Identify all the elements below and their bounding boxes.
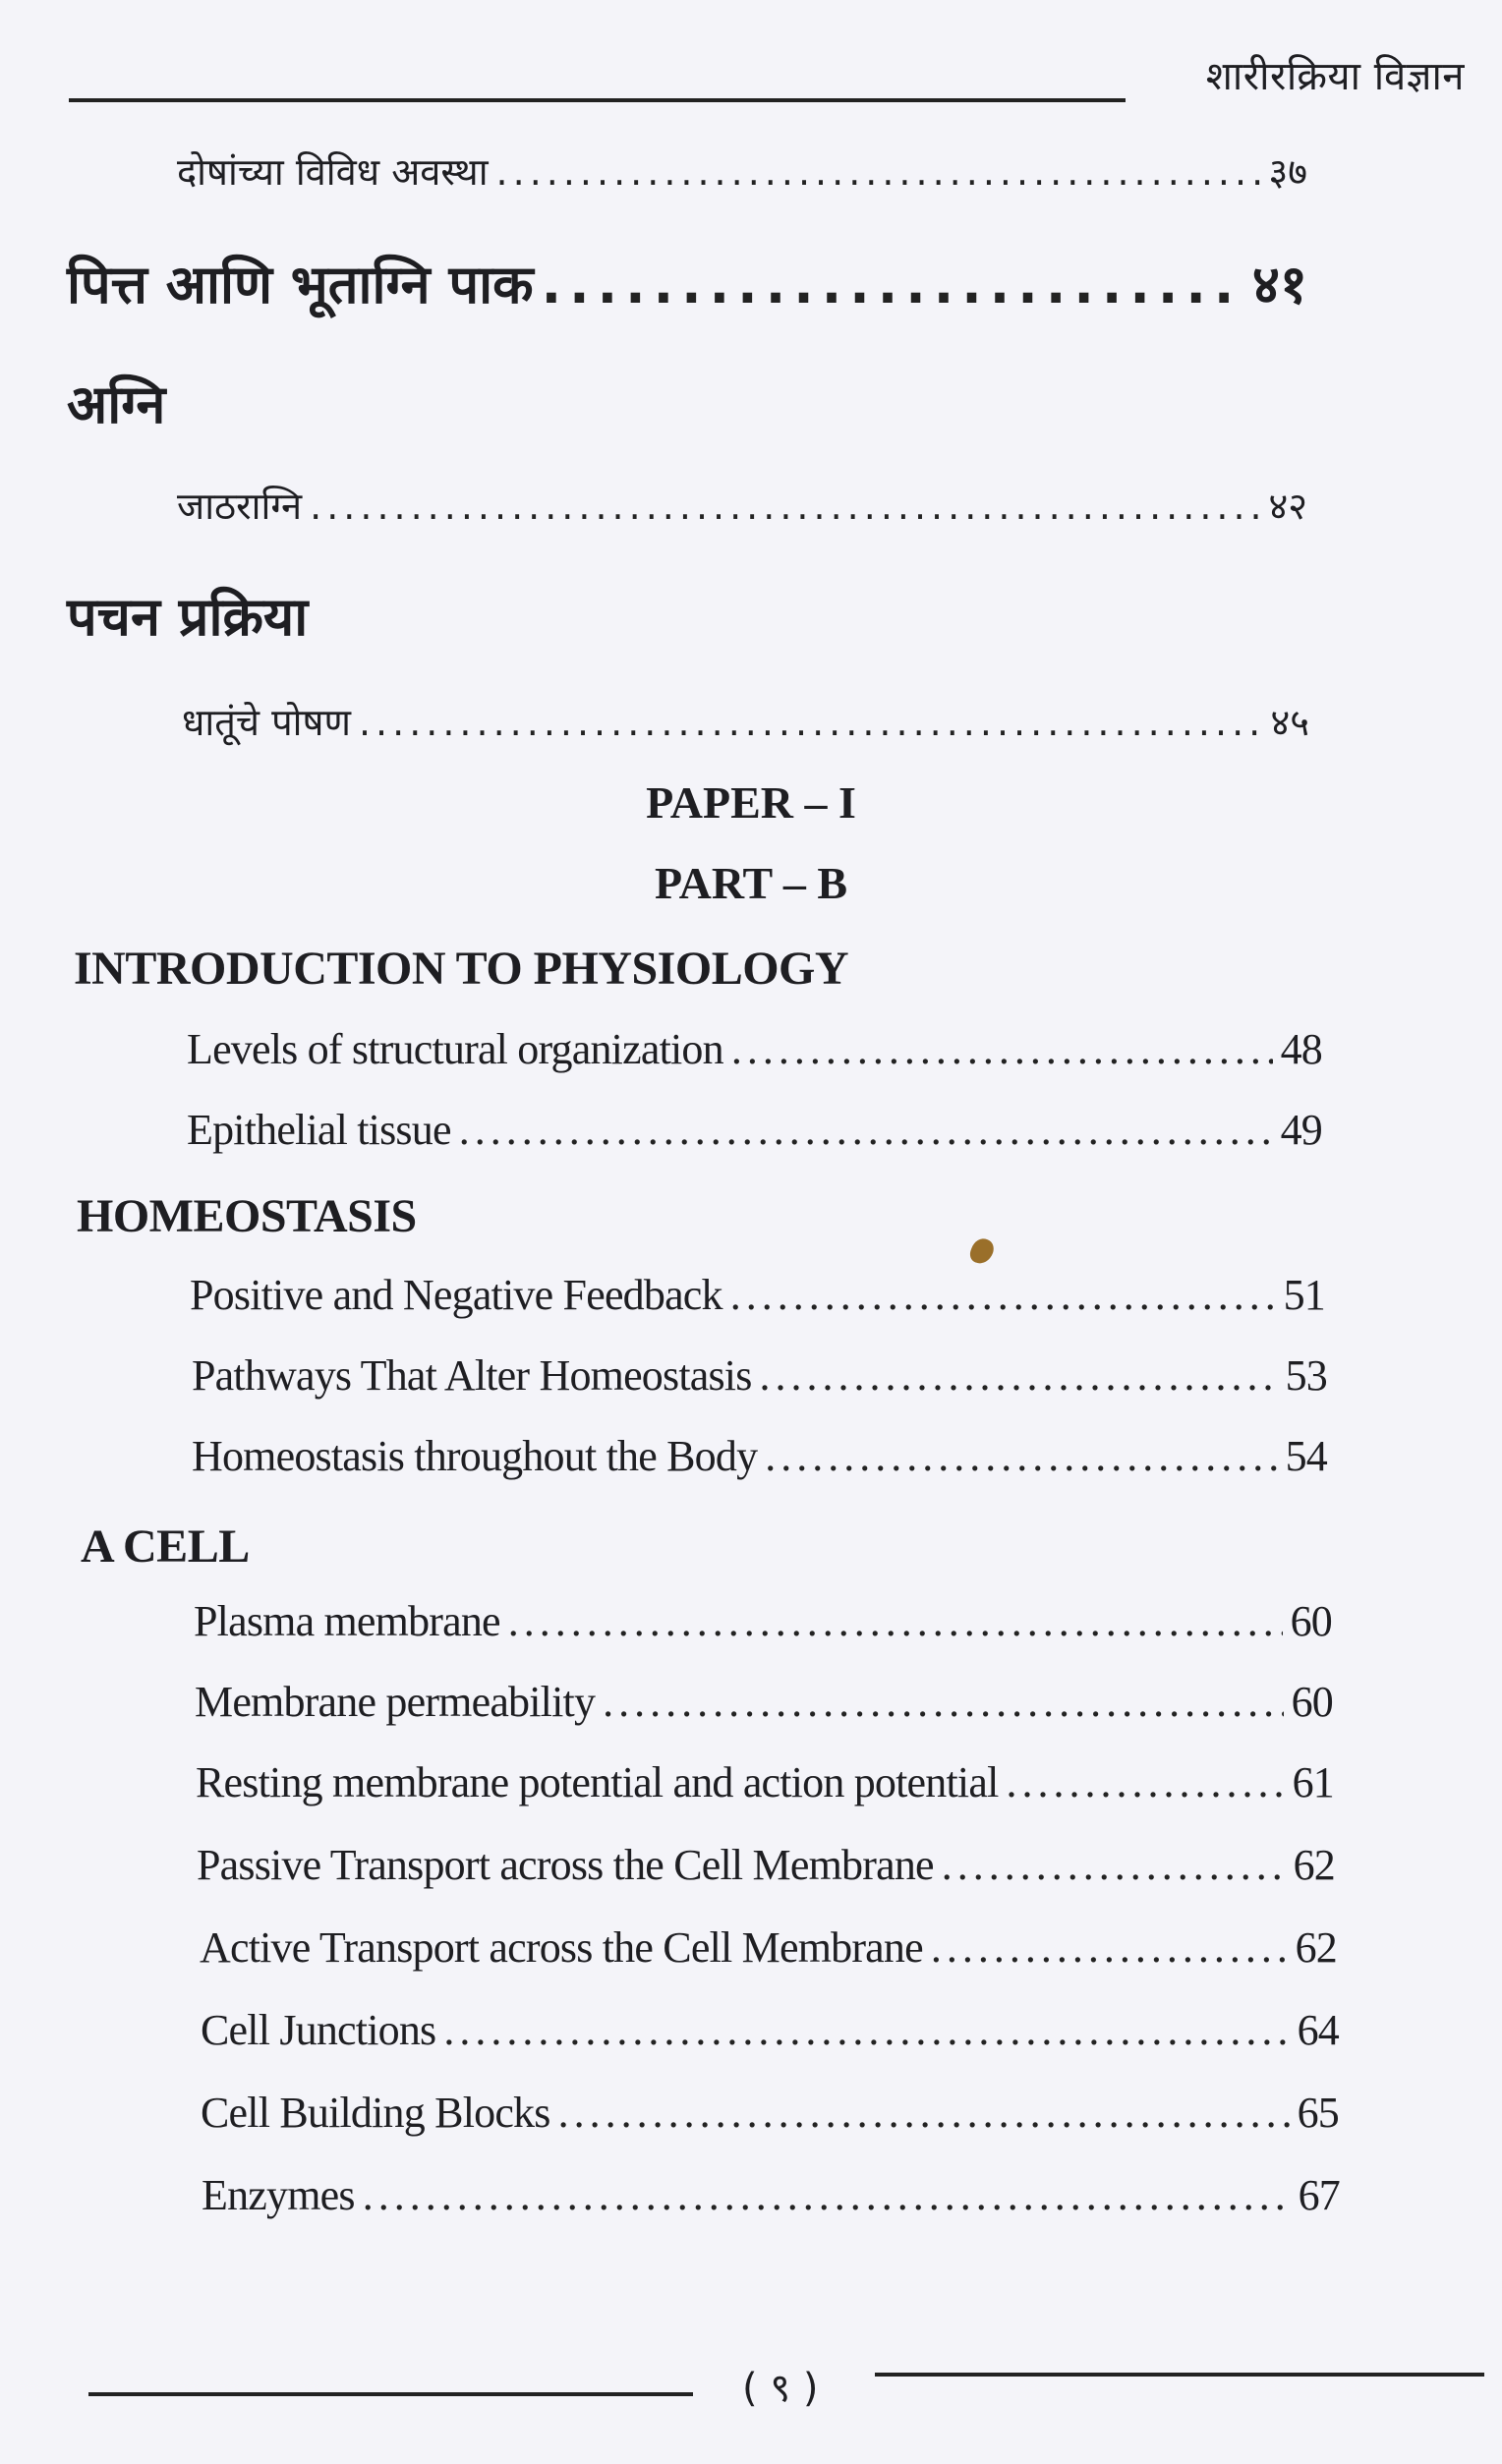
toc-entry-page: 62 <box>1293 1841 1335 1889</box>
dot-leader <box>731 1024 1273 1074</box>
toc-entry-title: Homeostasis throughout the Body <box>192 1432 758 1480</box>
dot-leader <box>359 701 1263 744</box>
dot-leader <box>310 485 1260 528</box>
toc-entry-page: 60 <box>1291 1678 1333 1726</box>
toc-entry-page: 64 <box>1297 2006 1339 2054</box>
toc-chapter-entry[interactable] <box>67 246 1307 318</box>
section-heading: A CELL <box>81 1520 250 1573</box>
toc-entry-title: Positive and Negative Feedback <box>190 1271 722 1319</box>
toc-entry-page: 54 <box>1285 1432 1327 1480</box>
dot-leader <box>1007 1757 1285 1807</box>
dot-leader <box>363 2170 1291 2220</box>
toc-entry-title: Cell Junctions <box>201 2006 436 2054</box>
toc-entry-page: ४२ <box>1268 485 1307 528</box>
section-heading: पचन प्रक्रिया <box>67 586 309 648</box>
toc-entry-title: Active Transport across the Cell Membrane <box>200 1923 923 1972</box>
toc-entry[interactable] <box>200 1922 1337 1973</box>
toc-entry-title: Cell Building Blocks <box>201 2089 550 2137</box>
toc-entry[interactable] <box>201 2005 1339 2055</box>
toc-entry-page: 48 <box>1280 1025 1322 1073</box>
dot-leader <box>496 150 1261 194</box>
toc-entry[interactable] <box>177 145 1307 197</box>
running-header <box>69 47 1465 106</box>
toc-entry-title: Epithelial tissue <box>187 1106 451 1154</box>
dot-leader <box>459 1105 1273 1155</box>
page-footer <box>88 2359 1484 2418</box>
running-header-title: शारीरक्रिया विज्ञान <box>1205 54 1465 99</box>
toc-entry-page: ४५ <box>1270 701 1309 744</box>
toc-entry[interactable] <box>197 1840 1335 1890</box>
toc-chapter-title: पित्त आणि भूताग्नि पाक <box>67 254 534 315</box>
dot-leader <box>443 2005 1289 2055</box>
toc-entry[interactable] <box>192 1350 1327 1401</box>
toc-entry-page: 67 <box>1298 2171 1340 2219</box>
toc-entry[interactable] <box>190 1270 1325 1320</box>
section-heading: INTRODUCTION TO PHYSIOLOGY <box>74 943 849 995</box>
toc-entry-page: 60 <box>1290 1597 1332 1645</box>
section-heading: अग्नि <box>67 373 166 435</box>
toc-entry-title: जाठराग्नि <box>177 485 303 528</box>
toc-entry-title: Enzymes <box>202 2171 355 2219</box>
header-rule <box>69 98 1126 102</box>
toc-chapter-page: ४१ <box>1251 254 1307 315</box>
toc-entry[interactable] <box>192 1431 1327 1481</box>
toc-entry[interactable] <box>196 1757 1334 1807</box>
paper-heading: PAPER – I <box>646 777 856 828</box>
toc-entry[interactable] <box>201 2088 1339 2138</box>
toc-entry[interactable] <box>195 1677 1333 1727</box>
dot-leader <box>760 1350 1278 1401</box>
toc-entry-page: ३७ <box>1268 150 1307 194</box>
paper-stain <box>967 1235 997 1267</box>
dot-leader <box>603 1677 1283 1727</box>
toc-entry-title: Pathways That Alter Homeostasis <box>192 1351 752 1400</box>
toc-entry[interactable] <box>187 1024 1322 1074</box>
toc-entry-page: 53 <box>1285 1351 1327 1400</box>
toc-entry-title: Levels of structural organization <box>187 1025 723 1073</box>
toc-entry-title: Membrane permeability <box>195 1678 596 1726</box>
toc-entry[interactable] <box>202 2170 1340 2220</box>
toc-entry-title: Plasma membrane <box>194 1597 500 1645</box>
toc-entry-page: 49 <box>1280 1106 1322 1154</box>
toc-entry-page: 65 <box>1297 2089 1339 2137</box>
page-number: ( ९ ) <box>742 2366 819 2411</box>
dot-leader <box>942 1840 1286 1890</box>
footer-rule-left <box>88 2392 693 2396</box>
dot-leader <box>931 1922 1288 1973</box>
dot-leader <box>558 2088 1290 2138</box>
toc-entry-title: Resting membrane potential and action potential <box>196 1758 999 1806</box>
dot-leader <box>508 1596 1283 1646</box>
part-heading: PART – B <box>654 858 848 908</box>
dot-leader <box>542 254 1244 315</box>
toc-entry[interactable] <box>194 1596 1332 1646</box>
toc-entry[interactable] <box>182 696 1309 747</box>
toc-entry-title: धातूंचे पोषण <box>182 701 351 744</box>
toc-entry-page: 62 <box>1295 1923 1337 1972</box>
toc-entry-page: 51 <box>1283 1271 1325 1319</box>
section-heading: HOMEOSTASIS <box>77 1190 417 1242</box>
footer-rule-right <box>875 2373 1484 2377</box>
dot-leader <box>730 1270 1276 1320</box>
toc-entry-page: 61 <box>1292 1758 1334 1806</box>
toc-entry-title: दोषांच्या विविध अवस्था <box>177 150 489 194</box>
dot-leader <box>765 1431 1277 1481</box>
toc-entry[interactable] <box>187 1105 1322 1155</box>
toc-entry[interactable] <box>177 480 1307 531</box>
toc-entry-title: Passive Transport across the Cell Membrane <box>197 1841 934 1889</box>
